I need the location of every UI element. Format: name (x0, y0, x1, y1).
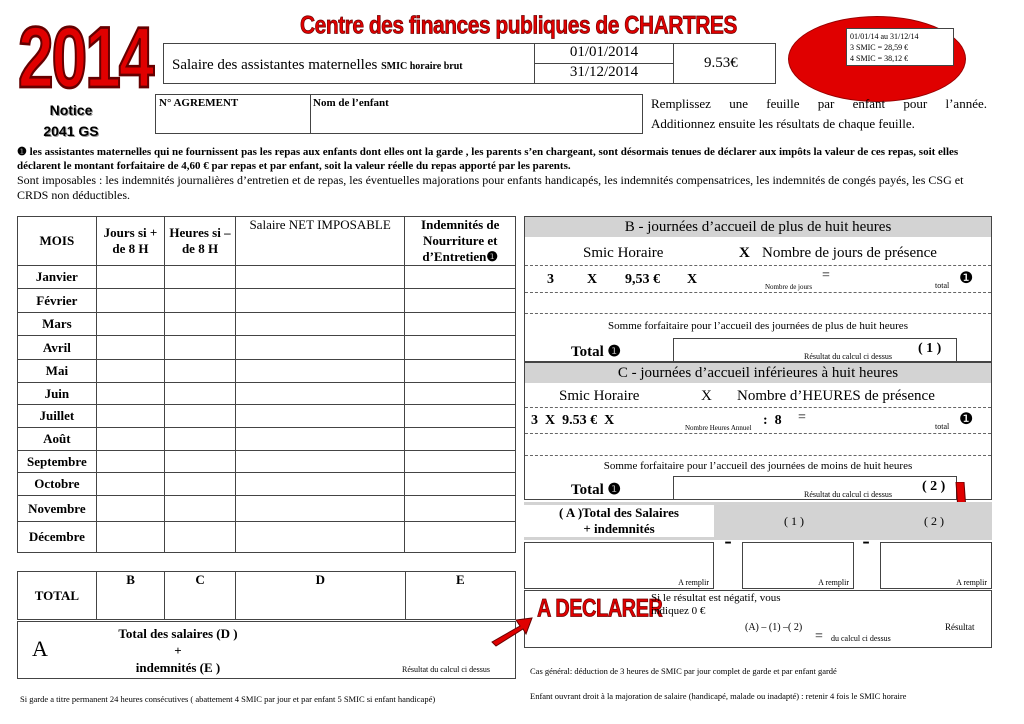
table-row (18, 522, 516, 553)
arrow-right-icon (490, 612, 534, 648)
total-a-caption: Résultat du calcul ci dessus (402, 665, 490, 674)
section-c-formula: 3 X 9.53 € X (531, 413, 615, 428)
section-c-hours-caption: Nombre Heures Annuel (685, 424, 752, 432)
jours-cell[interactable] (96, 336, 164, 360)
salary-label: Salaire des assistantes maternelles SMIC horaire brut (172, 57, 463, 73)
heures-cell[interactable] (165, 496, 236, 522)
indemnites-cell[interactable] (405, 336, 516, 360)
child-name-label: Nom de l’enfant (313, 97, 389, 109)
table-row (18, 313, 516, 336)
general-case-note: Cas général: déduction de 3 heures de SMIC par jour complet de garde et par enfant gardé (530, 666, 837, 676)
section-b-ref: ( 1 ) (918, 341, 942, 356)
monthly-table (17, 216, 516, 553)
month-label: Août (18, 428, 97, 451)
section-b-title: B - journées d’accueil de plus de huit heures (624, 219, 892, 235)
agrement-label: N° AGREMENT (159, 97, 239, 109)
salaire-cell[interactable] (235, 473, 405, 496)
salaire-cell[interactable] (235, 336, 405, 360)
indemnites-cell[interactable] (405, 428, 516, 451)
table-row (18, 360, 516, 383)
section-b-days-caption: Nombre de jours (765, 283, 813, 291)
section-c-result-caption: Résultat du calcul ci dessus (804, 490, 892, 499)
table-row (18, 266, 516, 289)
section-b-x: X (739, 245, 750, 261)
jours-cell[interactable] (96, 473, 164, 496)
salaire-cell[interactable] (235, 360, 405, 383)
oval-line-3: 4 SMIC = 38,12 € (850, 54, 909, 63)
instructions (651, 94, 987, 134)
summary-a-label: ( A )Total des Salaires + indemnités (524, 505, 714, 537)
instructions-line-1: Remplissez une feuille par enfant pour l’année. (651, 96, 987, 111)
section-c-hours-label: Nombre d’HEURES de présence (737, 388, 935, 404)
declare-equals: = (815, 629, 823, 644)
salaire-cell[interactable] (235, 428, 405, 451)
total-col-b[interactable]: B (96, 572, 165, 620)
table-row (18, 336, 516, 360)
jours-cell[interactable] (96, 428, 164, 451)
section-b-total-field[interactable] (673, 338, 957, 362)
summary-a-field[interactable] (524, 542, 714, 589)
section-b-total-caption: total (935, 281, 950, 290)
notice-label: Notice (49, 102, 93, 118)
total-a-letter: A (32, 636, 48, 661)
header-salaire: Salaire NET IMPOSABLE (235, 217, 405, 266)
jours-cell[interactable] (96, 496, 164, 522)
summary-minus-2: - (862, 528, 870, 553)
total-a-box (17, 621, 516, 679)
total-col-d[interactable]: D (235, 572, 405, 620)
month-label: Novembre (18, 496, 97, 522)
header-jours: Jours si + de 8 H (96, 217, 164, 266)
section-b-formula-x2: X (687, 272, 698, 287)
section-c-total-field[interactable] (673, 476, 957, 500)
heures-cell[interactable] (165, 522, 236, 553)
declare-formula: (A) – (1) –( 2) (745, 622, 803, 633)
table-row (18, 405, 516, 428)
salaire-cell[interactable] (235, 496, 405, 522)
section-c-equals: = (798, 410, 806, 425)
year-heading: 2014 (18, 8, 153, 106)
date-end: 31/12/2014 (569, 64, 639, 80)
section-b-days-label: Nombre de jours de présence (762, 245, 937, 261)
total-col-c[interactable]: C (165, 572, 236, 620)
indemnites-cell[interactable] (405, 451, 516, 473)
meals-note: ❶ les assistantes maternelles qui ne fournissent pas les repas aux enfants dont elles ont la garde , les parents s’en chargeant, sont désormais tenues de déclarer aux impôts la valeur de ces repas, soit elles déclarent le montant forfaitaire de 4,60 € par repas et par enfant, soit la valeur réelle du repas apporté par les parents. (17, 146, 959, 172)
table-row (18, 383, 516, 405)
section-b-formula-x1: X (587, 272, 598, 287)
declare-box (524, 590, 992, 648)
salary-box (163, 43, 776, 84)
table-row (18, 451, 516, 473)
indemnites-cell[interactable] (405, 383, 516, 405)
summary-ref-2: ( 2 ) (924, 514, 944, 528)
agrement-box (155, 94, 643, 134)
form-code: 2041 GS (43, 123, 99, 139)
table-row (18, 428, 516, 451)
section-c-divide: : 8 (763, 413, 782, 428)
heures-cell[interactable] (165, 405, 236, 428)
month-label: Mars (18, 313, 97, 336)
section-b-equals: = (822, 268, 830, 283)
jours-cell[interactable] (96, 266, 164, 289)
child-name-field[interactable] (310, 95, 642, 133)
section-b-bullet: ❶ (959, 270, 974, 287)
table-row (18, 289, 516, 313)
header-heures: Heures si – de 8 H (165, 217, 236, 266)
instructions-line-2: Additionnez ensuite les résultats de chaque feuille. (651, 116, 915, 131)
section-c-ref: ( 2 ) (922, 479, 946, 494)
month-label: Juin (18, 383, 97, 405)
indemnites-cell[interactable] (405, 496, 516, 522)
section-c-total-caption: total (935, 422, 950, 431)
section-b (524, 216, 992, 362)
section-b-result-caption: Résultat du calcul ci dessus (804, 352, 892, 361)
section-c-forfait: Somme forfaitaire pour l’accueil des journées de moins de huit heures (603, 460, 913, 472)
month-label: Mai (18, 360, 97, 383)
salaire-cell[interactable] (235, 383, 405, 405)
indemnites-cell[interactable] (405, 405, 516, 428)
total-a-formula: Total des salaires (D ) + indemnités (E ) (118, 626, 238, 675)
section-c (524, 362, 992, 500)
section-b-formula-3: 3 (547, 272, 554, 287)
handicap-case-note: Enfant ouvrant droit à la majoration de salaire (handicapé, malade ou inadapté) : retenir 4 fois le SMIC horaire (530, 691, 907, 701)
smic-value: 9.53€ (704, 55, 738, 71)
month-label: Janvier (18, 266, 97, 289)
smic-info-box (846, 28, 954, 66)
month-label: Février (18, 289, 97, 313)
jours-cell[interactable] (96, 451, 164, 473)
total-col-e[interactable]: E (405, 572, 515, 620)
summary-ref1-field[interactable] (742, 542, 854, 589)
table-row (18, 496, 516, 522)
heures-cell[interactable] (165, 360, 236, 383)
permanent-care-note: Si garde a titre permanent 24 heures consécutives ( abattement 4 SMIC par jour et par enfant 5 SMIC si enfant handicapé) (20, 694, 436, 704)
period-box (534, 44, 674, 84)
summary-ref2-fill: A remplir (956, 578, 987, 587)
declare-negative: Si le résultat est négatif, vous indiquez 0 € (651, 592, 781, 617)
totals-table (17, 571, 516, 620)
indemnites-cell[interactable] (405, 473, 516, 496)
month-label: Juillet (18, 405, 97, 428)
summary-ref1-fill: A remplir (818, 578, 849, 587)
section-c-bullet: ❶ (959, 411, 974, 428)
section-c-x: X (701, 388, 712, 404)
total-label: TOTAL (18, 572, 97, 620)
summary-ref-1: ( 1 ) (784, 514, 804, 528)
header-mois: MOIS (18, 217, 97, 266)
heures-cell[interactable] (165, 473, 236, 496)
section-b-formula-rate: 9,53 € (625, 272, 660, 287)
month-label: Avril (18, 336, 97, 360)
summary-header (524, 502, 992, 540)
header-indemnites: Indemnités de Nourriture et d’Entretien❶ (405, 217, 516, 266)
date-start: 01/01/2014 (535, 44, 673, 64)
salaire-cell[interactable] (235, 313, 405, 336)
section-b-forfait: Somme forfaitaire pour l’accueil des journées de plus de huit heures (608, 320, 908, 332)
summary-ref2-field[interactable] (880, 542, 992, 589)
salaire-cell[interactable] (235, 266, 405, 289)
section-b-smic-label: Smic Horaire (583, 245, 664, 261)
month-label: Octobre (18, 473, 97, 496)
heures-cell[interactable] (165, 383, 236, 405)
page-title: Centre des finances publiques de CHARTRES (300, 12, 737, 40)
month-label: Décembre (18, 522, 97, 553)
heures-cell[interactable] (165, 428, 236, 451)
section-c-smic-label: Smic Horaire (559, 388, 640, 404)
salaire-cell[interactable] (235, 405, 405, 428)
table-row (18, 473, 516, 496)
declare-label: A DECLARER (537, 595, 663, 623)
agrement-field[interactable] (156, 95, 311, 133)
indemnites-cell[interactable] (405, 313, 516, 336)
jours-cell[interactable] (96, 383, 164, 405)
heures-cell[interactable] (165, 313, 236, 336)
month-label: Septembre (18, 451, 97, 473)
summary-a-fill: A remplir (678, 578, 709, 587)
salaire-cell[interactable] (235, 451, 405, 473)
heures-cell[interactable] (165, 336, 236, 360)
section-c-title: C - journées d’accueil inférieures à huit heures (617, 365, 899, 381)
heures-cell[interactable] (165, 289, 236, 313)
section-b-total-label: Total ❶ (571, 344, 621, 360)
summary-minus-1: - (724, 528, 732, 553)
jours-cell[interactable] (96, 405, 164, 428)
indemnites-cell[interactable] (405, 360, 516, 383)
indemnites-cell[interactable] (405, 289, 516, 313)
declare-result-caption: du calcul ci dessus (831, 634, 891, 643)
heures-cell[interactable] (165, 451, 236, 473)
jours-cell[interactable] (96, 522, 164, 553)
declare-result-label: Résultat (945, 622, 975, 632)
taxable-note: Sont imposables : les indemnités journalières d’entretien et de repas, les éventuelles majorations pour enfants handicapés, les indemnités compensatrices, les indemnités de congés payés, les CSG et CRDS non déductibles. (17, 173, 964, 202)
indemnites-cell[interactable] (405, 266, 516, 289)
salaire-cell[interactable] (235, 289, 405, 313)
oval-line-1: 01/01/14 au 31/12/14 (850, 32, 919, 41)
salaire-cell[interactable] (235, 522, 405, 553)
heures-cell[interactable] (165, 266, 236, 289)
oval-line-2: 3 SMIC = 28,59 € (850, 43, 909, 52)
jours-cell[interactable] (96, 289, 164, 313)
jours-cell[interactable] (96, 360, 164, 383)
section-c-total-label: Total ❶ (571, 482, 621, 498)
notes (17, 145, 992, 203)
jours-cell[interactable] (96, 313, 164, 336)
monthly-table-header (18, 217, 516, 266)
indemnites-cell[interactable] (405, 522, 516, 553)
